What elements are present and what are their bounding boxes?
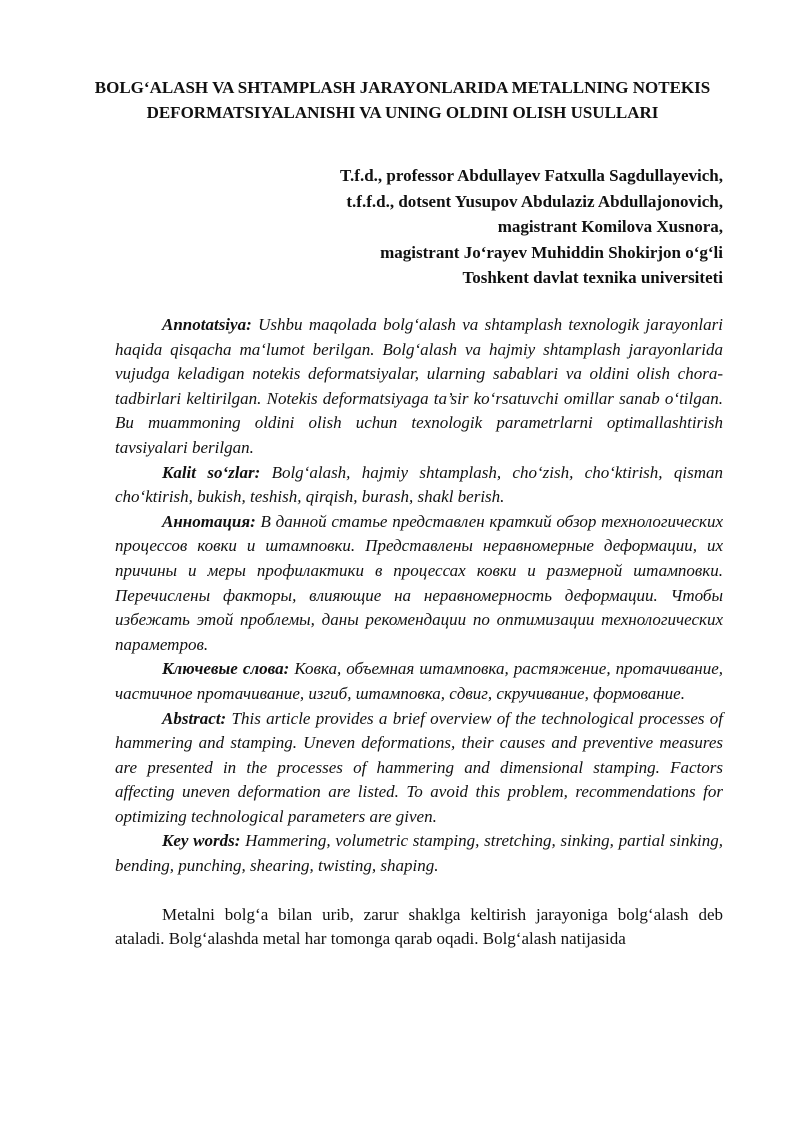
- author-block: [203, 163, 723, 291]
- abstract-en-text: This article provides a brief overview of the technological processes of hammering and stamping. Uneven deformations, their causes and preventive measures are presented in the processes of hammering and dimensional stamping. Factors affecting uneven deformation are listed. To avoid this problem, recommendations for optimizing technological parameters are given.: [115, 708, 724, 826]
- keywords-en-text: Hammering, volumetric stamping, stretching, sinking, partial sinking, bending, punching, shearing, twisting, shaping.: [115, 831, 723, 876]
- keywords-ru-label: Ключевые слова:: [162, 659, 290, 679]
- author-line: magistrant Jo‘rayev Muhiddin Shokirjon o‘g‘li: [380, 242, 723, 262]
- paper-title: BOLG‘ALASH VA SHTAMPLASH JARAYONLARIDA METALLNING NOTEKIS DEFORMATSIYALANISHI VA UNING OLDINI OLISH USULLARI: [94, 78, 711, 122]
- annotation-ru-label: Аннотация:: [162, 511, 256, 531]
- keywords-uz-label: Kalit so‘zlar:: [162, 462, 261, 482]
- abstract-en: [115, 707, 723, 830]
- keywords-ru-text: Ковка, объемная штамповка, растяжение, протачивание, частичное протачивание, изгиб, штамповка, сдвиг, скручивание, формование.: [115, 659, 723, 703]
- annotation-uz-label: Annotatsiya:: [162, 315, 252, 334]
- section-gap: [115, 879, 723, 903]
- keywords-uz-text: Bolg‘alash, hajmiy shtamplash, cho‘zish, cho‘ktirish, qisman cho‘ktirish, bukish, teshish, qirqish, burash, shakl berish.: [115, 462, 724, 507]
- annotation-uz-text: Ushbu maqolada bolg‘alash va shtamplash texnologik jarayonlari haqida qisqacha ma‘lumot berilgan. Bolg‘alash va hajmiy shtamplash jarayonlarida vujudga keladigan notekis deformatsiyalar, ularning sabablari va oldini olish chora-tadbirlari keltirilgan. Notekis deformatsiyaga ta’sir ko‘rsatuvchi omillar sanab o‘tilgan. Bu muammoning oldini olish uchun texnologik parametrlarni optimallashtirish tavsiyalari berilgan.: [115, 315, 723, 457]
- keywords-uz: [115, 461, 723, 510]
- keywords-ru: [115, 657, 723, 706]
- keywords-en: [115, 829, 723, 878]
- author-line: T.f.d., professor Abdullayev Fatxulla Sagdullayevich,: [339, 166, 723, 185]
- keywords-en-label: Key words:: [162, 831, 241, 851]
- annotation-ru: [115, 510, 723, 658]
- annotation-ru-text: В данной статье представлен краткий обзор технологических процессов ковки и штамповки. Представлены неравномерные деформации, их причины и меры профилактики в процессах ковки и размерной штамповки. Перечислены факторы, влияющие на неравномерность деформации. Чтобы избежать этой проблемы, даны рекомендации по оптимизации технологических параметров.: [115, 511, 724, 654]
- affiliation: Toshkent davlat texnika universiteti: [462, 268, 723, 287]
- paper-body: [115, 313, 723, 952]
- author-line: t.f.f.d., dotsent Yusupov Abdulaziz Abdullajonovich,: [346, 191, 723, 211]
- annotation-uz: [115, 313, 723, 461]
- body-paragraph: Metalni bolg‘a bilan urib, zarur shaklga keltirish jarayoniga bolg‘alash deb ataladi. Bolg‘alashda metal har tomonga qarab oqadi. Bolg‘alash natijasida: [115, 904, 723, 949]
- author-line: magistrant Komilova Xusnora,: [497, 217, 723, 236]
- abstract-en-label: Abstract:: [162, 708, 227, 728]
